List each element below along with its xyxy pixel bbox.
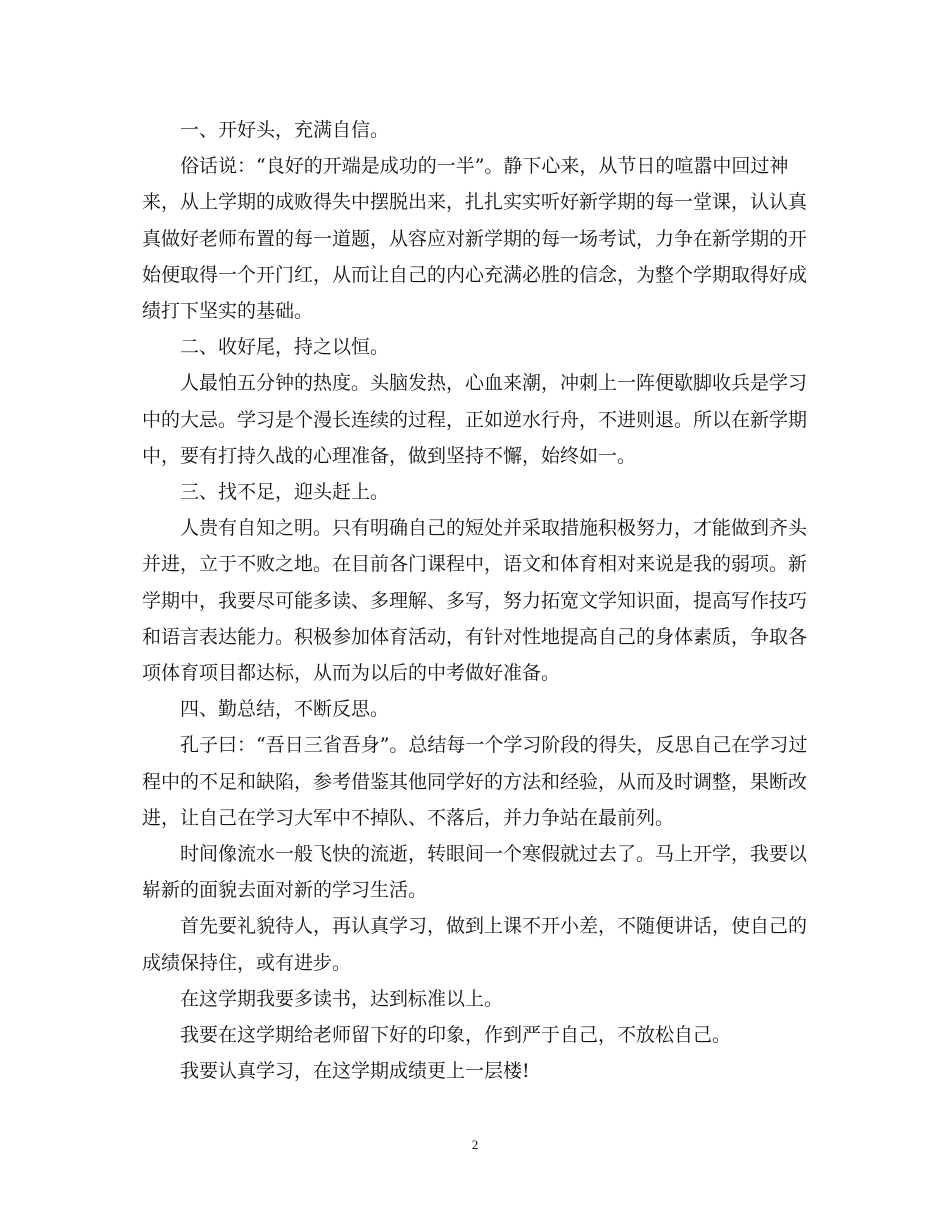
paragraph-5: 时间像流水一般飞快的流逝，转眼间一个寒假就过去了。马上开学，我要以崭新的面貌去面对新的学习生活。 xyxy=(142,843,808,902)
section-heading-1: 一、开好头，充满自信。 xyxy=(180,119,390,141)
paragraph-7: 在这学期我要多读书，达到标准以上。 xyxy=(180,987,504,1010)
paragraph-1: 俗话说：“良好的开端是成功的一半”。静下心来，从节日的喧嚣中回过神来，从上学期的成败得失中摆脱出来，扎扎实实听好新学期的每一堂课，认认真真做好老师布置的每一道题，从容应对新学期的每一场考试，力争在新学期的开始便取得一个开门红，从而让自己的内心充满必胜的信念，为整个学期取得好成绩打下坚实的基础。 xyxy=(142,155,808,323)
section-heading-4: 四、勤总结，不断反思。 xyxy=(180,698,390,721)
section-heading-2: 二、收好尾，持之以恒。 xyxy=(180,336,390,359)
section-heading-3: 三、找不足，迎头赶上。 xyxy=(180,481,390,504)
paragraph-3: 人贵有自知之明。只有明确自己的短处并采取措施积极努力，才能做到齐头并进，立于不败之地。在目前各门课程中，语文和体育相对来说是我的弱项。新学期中，我要尽可能多读、多理解、多写，努力拓宽文学知识面，提高写作技巧和语言表达能力。积极参加体育活动，有针对性地提高自己的身体素质，争取各项体育项目都达标，从而为以后的中考做好准备。 xyxy=(142,517,808,685)
paragraph-2: 人最怕五分钟的热度。头脑发热，心血来潮，冲刺上一阵便歇脚收兵是学习中的大忌。学习是个漫长连续的过程，正如逆水行舟，不进则退。所以在新学期中，要有打持久战的心理准备，做到坚持不懈，始终如一。 xyxy=(142,372,808,467)
document-body xyxy=(142,112,810,1089)
paragraph-6: 首先要礼貌待人，再认真学习，做到上课不开小差，不随便讲话，使自己的成绩保持住，或有进步。 xyxy=(142,915,808,974)
paragraph-8: 我要在这学期给老师留下好的印象，作到严于自己，不放松自己。 xyxy=(180,1024,732,1047)
paragraph-9: 我要认真学习，在这学期成绩更上一层楼! xyxy=(180,1060,530,1083)
paragraph-4: 孔子曰：“吾日三省吾身”。总结每一个学习阶段的得失，反思自己在学习过程中的不足和缺陷，参考借鉴其他同学好的方法和经验，从而及时调整，果断改进，让自己在学习大军中不掉队、不落后，并力争站在最前列。 xyxy=(142,734,808,829)
page-number: 2 xyxy=(471,1137,479,1152)
